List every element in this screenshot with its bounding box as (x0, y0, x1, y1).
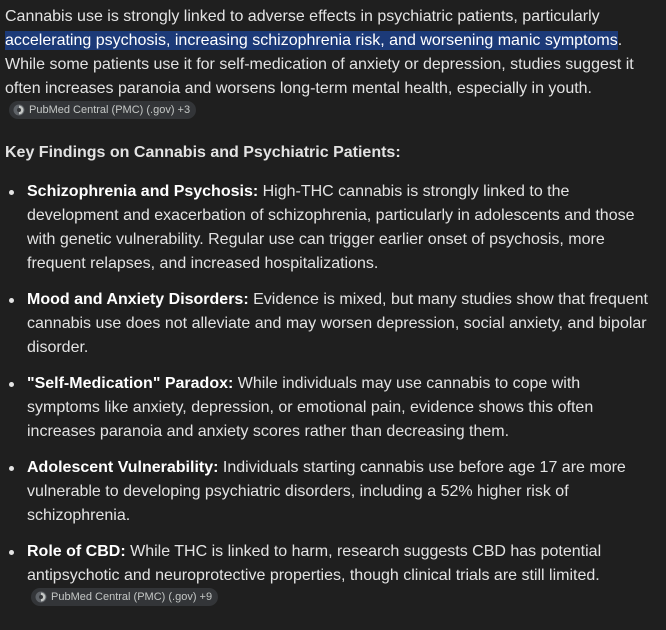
finding-title: Adolescent Vulnerability: (27, 459, 219, 476)
finding-text: While THC is linked to harm, research suggests CBD has potential antipsychotic and neuroprotective properties, though clinical trials are still limited. (27, 543, 602, 584)
section-heading: Key Findings on Cannabis and Psychiatric Patients: (5, 144, 401, 161)
list-item-adolescent (0, 456, 666, 528)
source-site-icon (35, 591, 47, 603)
bullet-icon (9, 190, 14, 195)
bullet-icon (9, 550, 14, 555)
list-item-self-medication (0, 372, 666, 444)
intro-highlighted-text[interactable]: accelerating psychosis, increasing schizophrenia risk, and worsening manic symptoms (5, 32, 618, 49)
finding-title: Mood and Anxiety Disorders: (27, 291, 249, 308)
finding-text: While individuals may use cannabis to cope with symptoms like anxiety, depression, or emotional pain, evidence shows this often increases paranoia and anxiety scores rather than decreasing them. (27, 375, 594, 440)
source-chip-label: PubMed Central (PMC) (.gov) +9 (51, 591, 213, 603)
intro-tail-text: . While some patients use it for self-medication of anxiety or depression, studies suggest it often increases paranoia and worsens long-term mental health, especially in youth. (5, 32, 634, 97)
findings-list (0, 180, 666, 625)
source-chip-cbd[interactable] (31, 588, 218, 606)
finding-title: Schizophrenia and Psychosis: (27, 183, 259, 200)
bullet-icon (9, 298, 14, 303)
finding-title: Role of CBD: (27, 543, 126, 560)
source-chip-label: PubMed Central (PMC) (.gov) +3 (29, 104, 191, 116)
bullet-icon (9, 466, 14, 471)
source-site-icon (13, 104, 25, 116)
list-item-mood-anxiety (0, 288, 666, 360)
finding-text: Individuals starting cannabis use before age 17 are more vulnerable to developing psychiatric disorders, including a 52% higher risk of schizophrenia. (27, 459, 626, 524)
list-item-schizophrenia (0, 180, 666, 276)
list-item-cbd (0, 540, 666, 613)
finding-text: High-THC cannabis is strongly linked to the development and exacerbation of schizophrenia, particularly in adolescents and those with genetic vulnerability. Regular use can trigger earlier onset of psychosis, more frequent relapses, and increased hospitalizations. (27, 183, 635, 272)
intro-lead-text: Cannabis use is strongly linked to adverse effects in psychiatric patients, particularly (5, 8, 600, 25)
bullet-icon (9, 382, 14, 387)
source-chip-intro[interactable] (9, 101, 196, 119)
finding-text: Evidence is mixed, but many studies show that frequent cannabis use does not alleviate and may worsen depression, social anxiety, and bipolar disorder. (27, 291, 648, 356)
finding-title: "Self-Medication" Paradox: (27, 375, 234, 392)
intro-paragraph (5, 5, 655, 126)
